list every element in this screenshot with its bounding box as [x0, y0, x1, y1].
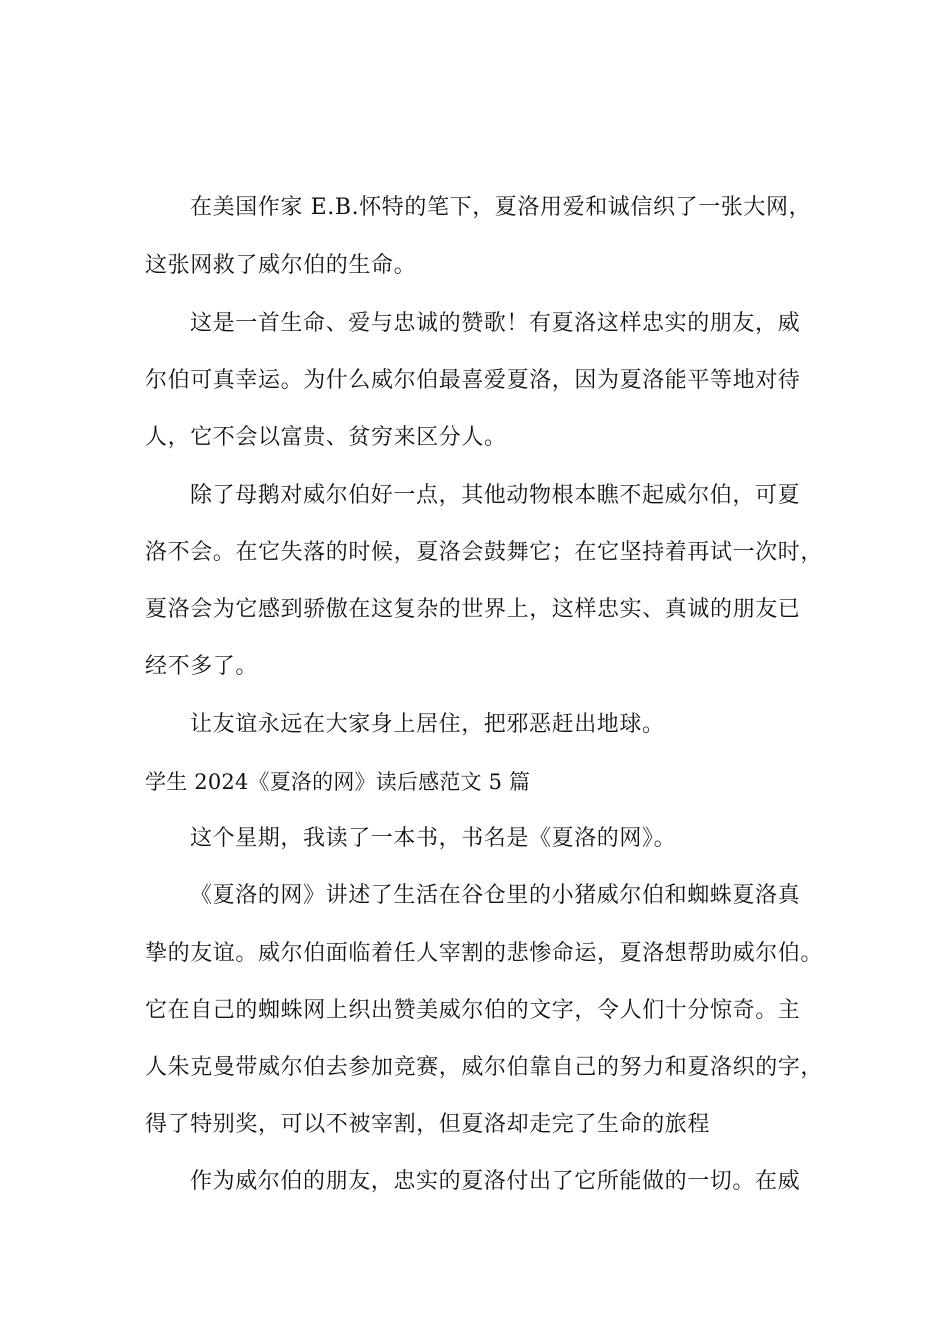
paragraph-2-line-3: 人，它不会以富贵、贫穷来区分人。	[145, 425, 507, 450]
paragraph-3-line-4: 经不多了。	[145, 654, 259, 679]
paragraph-4-line-1: 让友谊永远在大家身上居住，把邪恶赶出地球。	[190, 712, 665, 737]
paragraph-2-line-1: 这是一首生命、爱与忠诚的赞歌！有夏洛这样忠实的朋友，威	[190, 311, 801, 336]
paragraph-2-line-2: 尔伯可真幸运。为什么威尔伯最喜爱夏洛，因为夏洛能平等地对待	[145, 368, 801, 393]
paragraph-6-line-1: 《夏洛的网》讲述了生活在谷仓里的小猪威尔伯和蜘蛛夏洛真	[190, 883, 801, 908]
paragraph-1-line-1: 在美国作家 E.B.怀特的笔下，夏洛用爱和诚信织了一张大网，	[190, 195, 812, 220]
paragraph-6-line-2: 挚的友谊。威尔伯面临着任人宰割的悲惨命运，夏洛想帮助威尔伯。	[145, 941, 824, 966]
paragraph-6-line-3: 它在自己的蜘蛛网上织出赞美威尔伯的文字，令人们十分惊奇。主	[145, 998, 801, 1023]
paragraph-5-line-1: 这个星期，我读了一本书，书名是《夏洛的网》。	[190, 826, 677, 851]
section-heading: 学生 2024《夏洛的网》读后感范文 5 篇	[145, 770, 531, 794]
paragraph-6-line-5: 得了特别奖，可以不被宰割，但夏洛却走完了生命的旅程	[145, 1112, 711, 1137]
paragraph-1-line-2: 这张网救了威尔伯的生命。	[145, 253, 417, 278]
paragraph-7-line-1: 作为威尔伯的朋友，忠实的夏洛付出了它所能做的一切。在威	[190, 1169, 801, 1194]
paragraph-3-line-2: 洛不会。在它失落的时候，夏洛会鼓舞它；在它坚持着再试一次时，	[145, 540, 824, 565]
paragraph-3-line-1: 除了母鹅对威尔伯好一点，其他动物根本瞧不起威尔伯，可夏	[190, 483, 801, 508]
paragraph-6-line-4: 人朱克曼带威尔伯去参加竞赛，威尔伯靠自己的努力和夏洛织的字，	[145, 1055, 824, 1080]
paragraph-3-line-3: 夏洛会为它感到骄傲在这复杂的世界上，这样忠实、真诚的朋友已	[145, 597, 801, 622]
